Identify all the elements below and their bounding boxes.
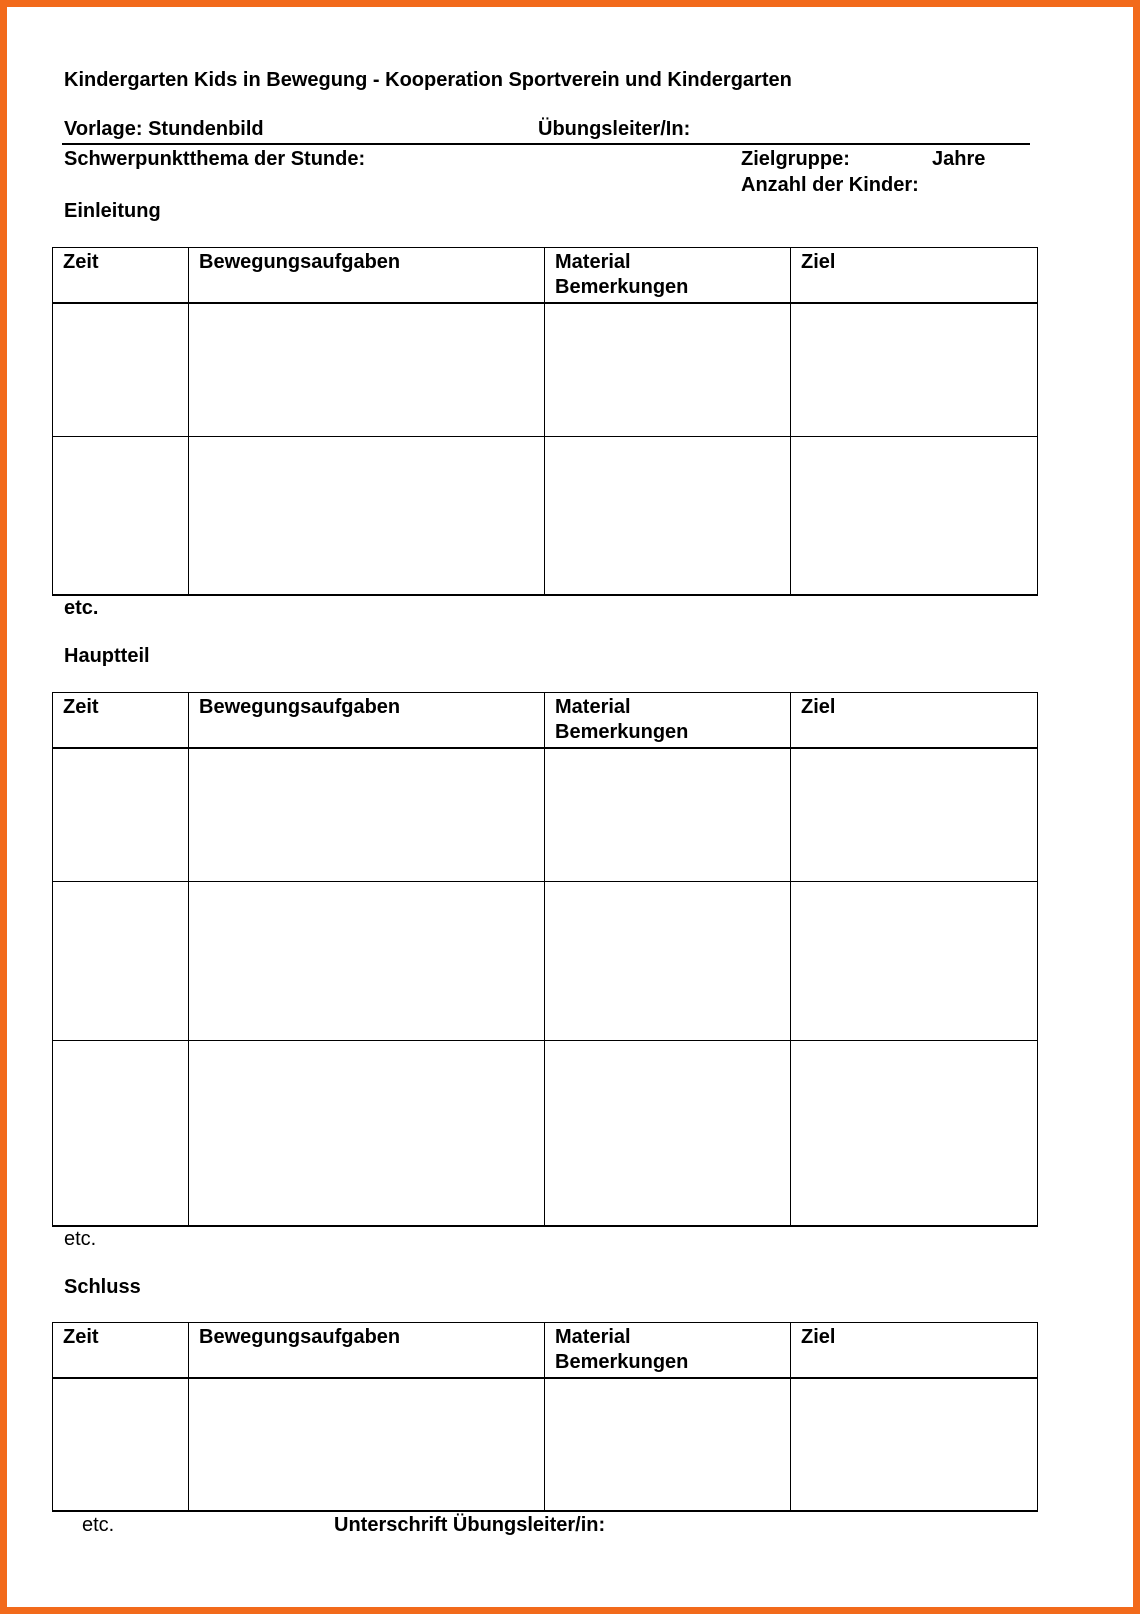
cell-material[interactable] [545,881,791,1040]
table-hauptteil [52,692,1038,1227]
section-title-hauptteil: Hauptteil [64,645,150,667]
etc-einleitung: etc. [64,597,99,619]
cell-ziel[interactable] [791,881,1038,1040]
cell-bewegungsaufgaben[interactable] [189,881,545,1040]
cell-material[interactable] [545,303,791,436]
cell-zeit[interactable] [53,1378,189,1511]
column-header-material: Material Bemerkungen [545,693,791,749]
header-divider [62,143,1030,145]
table-einleitung [52,247,1038,596]
target-group-label: Zielgruppe: [741,148,850,170]
cell-zeit[interactable] [53,436,189,595]
years-label: Jahre [932,148,986,170]
cell-bewegungsaufgaben[interactable] [189,436,545,595]
etc-schluss: etc. [82,1514,115,1536]
cell-zeit[interactable] [53,748,189,881]
table-schluss [52,1322,1038,1512]
column-header-zeit: Zeit [53,1323,189,1379]
column-header-zeit: Zeit [53,693,189,749]
column-header-ziel: Ziel [791,693,1038,749]
cell-bewegungsaufgaben[interactable] [189,1040,545,1226]
cell-bewegungsaufgaben[interactable] [189,303,545,436]
table-row [53,1378,1038,1511]
cell-ziel[interactable] [791,303,1038,436]
template-label: Vorlage: Stundenbild [64,118,264,140]
table-row [53,1040,1038,1226]
section-title-schluss: Schluss [64,1276,141,1298]
column-header-zeit: Zeit [53,248,189,304]
cell-material[interactable] [545,748,791,881]
column-header-material: Material Bemerkungen [545,1323,791,1379]
cell-bewegungsaufgaben[interactable] [189,1378,545,1511]
cell-zeit[interactable] [53,303,189,436]
cell-ziel[interactable] [791,1040,1038,1226]
topic-label: Schwerpunktthema der Stunde: [64,148,366,170]
cell-zeit[interactable] [53,881,189,1040]
column-header-bewegungsaufgaben: Bewegungsaufgaben [189,693,545,749]
column-header-ziel: Ziel [791,248,1038,304]
cell-material[interactable] [545,1378,791,1511]
signature-label: Unterschrift Übungsleiter/in: [334,1514,606,1536]
table-row [53,303,1038,436]
column-header-ziel: Ziel [791,1323,1038,1379]
cell-bewegungsaufgaben[interactable] [189,748,545,881]
children-count-label: Anzahl der Kinder: [741,174,919,196]
etc-hauptteil: etc. [64,1228,97,1250]
cell-ziel[interactable] [791,1378,1038,1511]
column-header-material: Material Bemerkungen [545,248,791,304]
cell-material[interactable] [545,1040,791,1226]
column-header-bewegungsaufgaben: Bewegungsaufgaben [189,1323,545,1379]
cell-ziel[interactable] [791,436,1038,595]
cell-ziel[interactable] [791,748,1038,881]
cell-material[interactable] [545,436,791,595]
column-header-bewegungsaufgaben: Bewegungsaufgaben [189,248,545,304]
table-row [53,748,1038,881]
table-row [53,436,1038,595]
document-title: Kindergarten Kids in Bewegung - Kooperation Sportverein und Kindergarten [64,69,792,91]
instructor-label: Übungsleiter/In: [538,118,691,140]
section-title-einleitung: Einleitung [64,200,161,222]
cell-zeit[interactable] [53,1040,189,1226]
table-row [53,881,1038,1040]
